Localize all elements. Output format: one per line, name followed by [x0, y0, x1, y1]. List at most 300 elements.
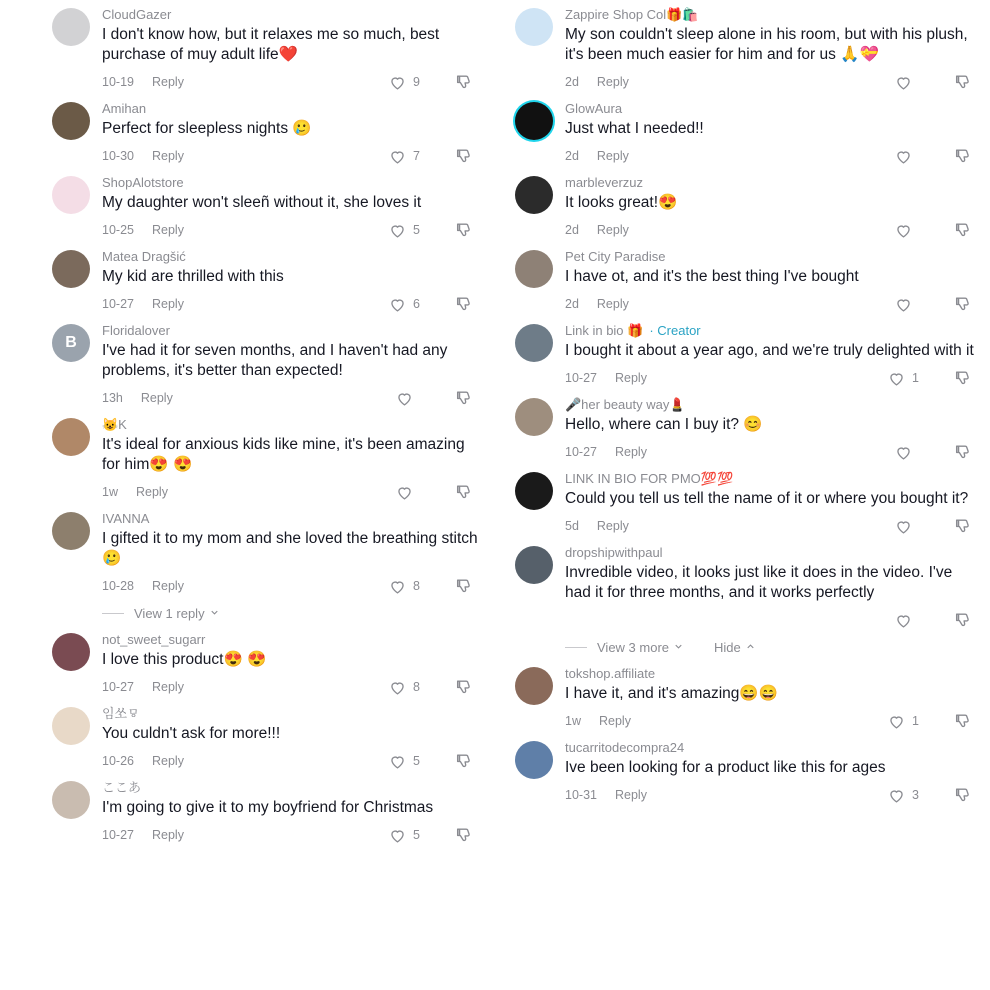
comment-actions — [894, 443, 972, 462]
comment-item[interactable] — [515, 316, 980, 390]
reply-button[interactable]: Reply — [151, 149, 184, 163]
heart-icon — [894, 73, 913, 92]
comment-username-text: Amihan — [102, 101, 147, 116]
dislike-button[interactable] — [953, 295, 972, 314]
avatar[interactable] — [515, 667, 553, 705]
chevron-down-icon — [209, 606, 220, 621]
avatar[interactable] — [515, 176, 553, 214]
thumbs-down-icon — [953, 611, 972, 630]
comment-actions — [887, 786, 972, 805]
comment-item[interactable] — [52, 410, 481, 504]
like-count: 1 — [912, 714, 919, 728]
like-button[interactable] — [894, 517, 919, 536]
chevron-down-icon — [673, 640, 684, 655]
like-button[interactable] — [388, 826, 420, 845]
reply-button[interactable]: Reply — [151, 680, 184, 694]
thumbs-down-icon — [454, 73, 473, 92]
thumbs-down-icon — [454, 389, 473, 408]
like-button[interactable] — [395, 483, 420, 502]
comment-timestamp: 10-27 — [102, 828, 134, 842]
comment-text: I gifted it to my mom and she loved the breathing stitch 🥲 — [102, 530, 478, 567]
comment-item[interactable] — [515, 242, 980, 316]
comment-timestamp: 1w — [102, 485, 118, 499]
comment-body — [553, 396, 980, 462]
comment-body — [90, 100, 481, 166]
reply-button[interactable]: Reply — [596, 519, 629, 533]
like-count: 5 — [413, 828, 420, 842]
avatar-initial — [52, 8, 90, 46]
comment-username[interactable] — [565, 544, 980, 561]
avatar-initial — [515, 8, 553, 46]
dislike-button[interactable] — [454, 483, 473, 502]
comment-username[interactable] — [565, 322, 980, 339]
comment-username[interactable] — [565, 396, 980, 413]
heart-icon — [894, 517, 913, 536]
dislike-button[interactable] — [454, 147, 473, 166]
comment-body — [90, 416, 481, 502]
comment-body — [90, 6, 481, 92]
comment-text: I've had it for seven months, and I haven't had any problems, it's better than expected! — [102, 342, 448, 379]
dislike-button[interactable] — [454, 577, 473, 596]
comment-actions — [894, 295, 972, 314]
heart-icon — [894, 221, 913, 240]
dislike-button[interactable] — [454, 826, 473, 845]
avatar[interactable] — [515, 250, 553, 288]
comment-meta — [102, 825, 481, 845]
like-button[interactable] — [388, 73, 420, 92]
view-replies-row — [565, 640, 980, 655]
comment-item[interactable] — [52, 94, 481, 168]
avatar-initial — [52, 250, 90, 288]
avatar[interactable] — [515, 324, 553, 362]
heart-icon — [388, 577, 407, 596]
comment-text: I bought it about a year ago, and we're truly delighted with it — [565, 342, 974, 359]
comment-timestamp: 10-27 — [565, 371, 597, 385]
comment-username-text: GlowAura — [565, 101, 623, 116]
comment-actions — [388, 147, 473, 166]
reply-button[interactable]: Reply — [598, 714, 631, 728]
like-count: 8 — [413, 579, 420, 593]
dislike-button[interactable] — [454, 389, 473, 408]
comment-actions — [388, 73, 473, 92]
comment-actions — [395, 483, 473, 502]
like-button[interactable] — [894, 611, 919, 630]
dislike-button[interactable] — [953, 786, 972, 805]
comment-timestamp: 10-28 — [102, 579, 134, 593]
comment-actions — [388, 678, 473, 697]
reply-button[interactable]: Reply — [596, 223, 629, 237]
comment-body — [553, 174, 980, 240]
comment-item[interactable] — [52, 316, 481, 410]
avatar-initial — [52, 512, 90, 550]
comment-meta — [565, 516, 980, 536]
comment-meta — [565, 72, 980, 92]
avatar-initial — [515, 324, 553, 362]
reply-button[interactable]: Reply — [596, 75, 629, 89]
comment-item[interactable] — [52, 504, 481, 625]
comment-text: Hello, where can I buy it? 😊 — [565, 416, 763, 433]
view-replies-button[interactable] — [134, 606, 220, 621]
comment-item[interactable] — [515, 464, 980, 538]
avatar[interactable] — [52, 633, 90, 671]
view-replies-label: View 3 more — [597, 640, 670, 655]
like-button[interactable] — [395, 389, 420, 408]
comment-item[interactable] — [52, 625, 481, 699]
like-count: 7 — [413, 149, 420, 163]
dislike-button[interactable] — [953, 73, 972, 92]
comment-username-text: not_sweet_sugarr — [102, 632, 206, 647]
heart-icon — [395, 389, 414, 408]
comment-username[interactable] — [102, 631, 481, 648]
avatar-initial — [515, 250, 553, 288]
hide-replies-button[interactable] — [714, 640, 756, 655]
comment-username[interactable] — [102, 779, 481, 796]
comment-text: Just what I needed!! — [565, 120, 704, 137]
reply-button[interactable]: Reply — [151, 223, 184, 237]
thumbs-down-icon — [454, 483, 473, 502]
divider-dash — [102, 613, 124, 614]
reply-button[interactable]: Reply — [596, 297, 629, 311]
like-button[interactable] — [388, 221, 420, 240]
thumbs-down-icon — [953, 712, 972, 731]
chevron-up-icon — [745, 640, 756, 655]
comment-username[interactable] — [102, 6, 481, 23]
comment-timestamp: 10-26 — [102, 754, 134, 768]
comment-item[interactable] — [52, 699, 481, 773]
like-button[interactable] — [388, 752, 420, 771]
comment-body — [90, 510, 481, 623]
comment-actions — [894, 73, 972, 92]
avatar-initial — [515, 176, 553, 214]
comment-username[interactable] — [565, 248, 980, 265]
dislike-button[interactable] — [953, 712, 972, 731]
avatar-initial — [52, 781, 90, 819]
avatar-initial — [52, 633, 90, 671]
comment-timestamp: 10-27 — [102, 297, 134, 311]
comment-actions — [395, 389, 473, 408]
like-button[interactable] — [894, 295, 919, 314]
comment-username-text: marbleverzuz — [565, 175, 644, 190]
comment-username-text: ShopAlotstore — [102, 175, 184, 190]
comment-item[interactable] — [52, 168, 481, 242]
view-replies-button[interactable] — [597, 640, 684, 655]
view-replies-label: View 1 reply — [134, 606, 205, 621]
comment-meta — [565, 368, 980, 388]
comment-timestamp: 10-19 — [102, 75, 134, 89]
comment-item[interactable] — [515, 168, 980, 242]
comment-username[interactable] — [565, 100, 980, 117]
comment-actions — [887, 712, 972, 731]
comment-body — [90, 248, 481, 314]
dislike-button[interactable] — [454, 678, 473, 697]
like-count: 6 — [413, 297, 420, 311]
comment-item[interactable] — [515, 94, 980, 168]
comment-item[interactable] — [52, 773, 481, 847]
comment-actions — [894, 221, 972, 240]
avatar[interactable] — [52, 707, 90, 745]
comment-text: Ive been looking for a product like this for ages — [565, 759, 886, 776]
avatar-initial — [515, 667, 553, 705]
comment-actions — [894, 147, 972, 166]
comment-body — [553, 6, 980, 92]
reply-button[interactable]: Reply — [614, 445, 647, 459]
comment-username[interactable] — [102, 248, 481, 265]
comment-actions — [887, 369, 972, 388]
comment-username-text: 😺K — [102, 417, 127, 432]
avatar[interactable] — [515, 398, 553, 436]
avatar-initial: B — [65, 334, 77, 351]
avatar[interactable] — [52, 512, 90, 550]
like-button[interactable] — [388, 295, 420, 314]
dislike-button[interactable] — [953, 611, 972, 630]
thumbs-down-icon — [454, 826, 473, 845]
comment-body — [553, 322, 980, 388]
heart-icon — [887, 786, 906, 805]
thumbs-down-icon — [953, 295, 972, 314]
comment-username-text: Link in bio 🎁 — [565, 323, 644, 338]
heart-icon — [388, 147, 407, 166]
avatar-initial — [52, 102, 90, 140]
comment-meta — [565, 220, 980, 240]
avatar[interactable] — [52, 102, 90, 140]
dislike-button[interactable] — [454, 221, 473, 240]
comment-text: It's ideal for anxious kids like mine, it's been amazing for him😍 😍 — [102, 436, 465, 473]
comment-item[interactable] — [515, 390, 980, 464]
comment-text: It looks great!😍 — [565, 194, 678, 211]
comment-text: My daughter won't sleeñ without it, she loves it — [102, 194, 422, 211]
reply-button[interactable]: Reply — [614, 371, 647, 385]
comment-meta — [565, 610, 980, 630]
comment-body — [90, 322, 481, 408]
comment-username-text: IVANNA — [102, 511, 150, 526]
comment-username-text: CloudGazer — [102, 7, 172, 22]
heart-icon — [894, 295, 913, 314]
comment-meta — [565, 785, 980, 805]
comment-username-text: LINK IN BIO FOR PMO💯💯 — [565, 471, 734, 486]
dislike-button[interactable] — [454, 752, 473, 771]
like-count: 9 — [413, 75, 420, 89]
comment-username[interactable] — [102, 322, 481, 339]
avatar-initial — [52, 707, 90, 745]
comment-text: I have ot, and it's the best thing I've bought — [565, 268, 859, 285]
comment-item[interactable] — [515, 0, 980, 94]
like-button[interactable] — [887, 712, 919, 731]
comments-column-right[interactable] — [495, 0, 990, 990]
like-button[interactable] — [894, 221, 919, 240]
comment-timestamp: 10-27 — [102, 680, 134, 694]
view-replies-row — [102, 606, 481, 621]
comment-actions — [894, 611, 972, 630]
comment-username[interactable] — [565, 470, 980, 487]
like-button[interactable] — [894, 73, 919, 92]
reply-button[interactable]: Reply — [151, 754, 184, 768]
comment-meta — [102, 576, 481, 596]
comment-text: Perfect for sleepless nights 🥲 — [102, 120, 312, 137]
dislike-button[interactable] — [953, 147, 972, 166]
comment-timestamp: 10-25 — [102, 223, 134, 237]
comment-username[interactable] — [102, 705, 481, 722]
thumbs-down-icon — [454, 295, 473, 314]
comment-username[interactable] — [102, 100, 481, 117]
reply-button[interactable]: Reply — [140, 391, 173, 405]
comment-username[interactable] — [102, 510, 481, 527]
avatar[interactable] — [515, 741, 553, 779]
thumbs-down-icon — [454, 752, 473, 771]
comment-body — [553, 100, 980, 166]
avatar[interactable] — [52, 250, 90, 288]
avatar[interactable] — [52, 176, 90, 214]
comment-item[interactable] — [515, 659, 980, 733]
thumbs-down-icon — [454, 678, 473, 697]
like-button[interactable] — [894, 443, 919, 462]
comment-username-text: Floridalover — [102, 323, 170, 338]
comment-text: Invredible video, it looks just like it does in the video. I've had it for three months, and it works perfectly — [565, 564, 953, 601]
thumbs-down-icon — [454, 221, 473, 240]
thumbs-down-icon — [953, 147, 972, 166]
comment-username-text: tokshop.affiliate — [565, 666, 656, 681]
comment-body — [90, 174, 481, 240]
comment-username-text: 임쏘ㅱ — [102, 706, 140, 721]
comment-body — [553, 665, 980, 731]
like-button[interactable] — [887, 369, 919, 388]
heart-icon — [894, 611, 913, 630]
comment-timestamp: 2d — [565, 75, 579, 89]
comment-meta — [565, 146, 980, 166]
avatar-initial — [52, 418, 90, 456]
dislike-button[interactable] — [454, 73, 473, 92]
comment-username-text: Matea Dragšić — [102, 249, 186, 264]
reply-button[interactable]: Reply — [596, 149, 629, 163]
heart-icon — [887, 369, 906, 388]
comment-item[interactable] — [52, 242, 481, 316]
thumbs-down-icon — [454, 147, 473, 166]
avatar[interactable] — [515, 102, 553, 140]
comment-meta — [102, 388, 481, 408]
avatar-initial — [515, 102, 553, 140]
comment-body — [90, 705, 481, 771]
comment-meta — [102, 294, 481, 314]
avatar[interactable] — [515, 8, 553, 46]
comment-timestamp: 10-27 — [565, 445, 597, 459]
comment-timestamp: 10-30 — [102, 149, 134, 163]
comment-body — [553, 248, 980, 314]
like-button[interactable] — [388, 678, 420, 697]
avatar[interactable] — [52, 418, 90, 456]
like-count: 3 — [912, 788, 919, 802]
avatar[interactable] — [515, 546, 553, 584]
comment-meta — [565, 442, 980, 462]
comment-meta — [102, 220, 481, 240]
reply-button[interactable]: Reply — [135, 485, 168, 499]
like-count: 5 — [413, 223, 420, 237]
dislike-button[interactable] — [953, 517, 972, 536]
reply-button[interactable]: Reply — [151, 75, 184, 89]
heart-icon — [388, 678, 407, 697]
reply-button[interactable]: Reply — [151, 828, 184, 842]
comment-username[interactable] — [102, 416, 481, 433]
reply-button[interactable]: Reply — [151, 579, 184, 593]
avatar[interactable] — [52, 8, 90, 46]
dislike-button[interactable] — [953, 369, 972, 388]
comment-body — [90, 631, 481, 697]
comment-actions — [894, 517, 972, 536]
comment-username-text: Zappire Shop Col🎁🛍️ — [565, 7, 699, 22]
comment-username[interactable] — [565, 174, 980, 191]
like-button[interactable] — [887, 786, 919, 805]
comment-text: I love this product😍 😍 — [102, 651, 267, 668]
comment-username[interactable] — [565, 665, 980, 682]
avatar-initial — [515, 546, 553, 584]
dislike-button[interactable] — [953, 221, 972, 240]
comment-actions — [388, 221, 473, 240]
comment-meta — [102, 677, 481, 697]
comment-body — [553, 470, 980, 536]
comment-text: I'm going to give it to my boyfriend for Christmas — [102, 799, 434, 816]
like-button[interactable] — [388, 147, 420, 166]
avatar[interactable] — [52, 781, 90, 819]
dislike-button[interactable] — [454, 295, 473, 314]
dislike-button[interactable] — [953, 443, 972, 462]
comment-timestamp: 5d — [565, 519, 579, 533]
thumbs-down-icon — [953, 73, 972, 92]
avatar-initial — [515, 472, 553, 510]
comment-meta — [565, 294, 980, 314]
like-count: 1 — [912, 371, 919, 385]
avatar[interactable] — [52, 324, 90, 362]
heart-icon — [388, 221, 407, 240]
heart-icon — [894, 147, 913, 166]
heart-icon — [388, 752, 407, 771]
like-count: 5 — [413, 754, 420, 768]
thumbs-down-icon — [953, 517, 972, 536]
like-button[interactable] — [894, 147, 919, 166]
like-count: 8 — [413, 680, 420, 694]
comment-text: You culdn't ask for more!!! — [102, 725, 281, 742]
comment-meta — [102, 482, 481, 502]
comment-meta — [102, 751, 481, 771]
comment-username[interactable] — [565, 6, 980, 23]
divider-dash — [565, 647, 587, 648]
comment-timestamp: 2d — [565, 223, 579, 237]
comment-username[interactable] — [565, 739, 980, 756]
heart-icon — [894, 443, 913, 462]
creator-badge: · Creator — [649, 323, 701, 338]
comment-body — [553, 739, 980, 805]
comment-item[interactable] — [515, 538, 980, 659]
comment-actions — [388, 577, 473, 596]
comment-meta — [102, 146, 481, 166]
heart-icon — [388, 73, 407, 92]
heart-icon — [395, 483, 414, 502]
comment-text: I don't know how, but it relaxes me so much, best purchase of muy adult life❤️ — [102, 26, 440, 63]
comment-username-text: dropshipwithpaul — [565, 545, 663, 560]
comment-username-text: ここあ — [102, 780, 142, 795]
avatar[interactable] — [515, 472, 553, 510]
comment-item[interactable] — [515, 733, 980, 807]
comment-timestamp: 13h — [102, 391, 123, 405]
avatar-initial — [515, 398, 553, 436]
heart-icon — [388, 295, 407, 314]
comment-meta — [565, 711, 980, 731]
hide-replies-label: Hide — [714, 640, 741, 655]
reply-button[interactable]: Reply — [614, 788, 647, 802]
like-button[interactable] — [388, 577, 420, 596]
comment-actions — [388, 295, 473, 314]
comment-item[interactable] — [52, 0, 481, 94]
thumbs-down-icon — [953, 221, 972, 240]
reply-button[interactable]: Reply — [151, 297, 184, 311]
comment-username[interactable] — [102, 174, 481, 191]
